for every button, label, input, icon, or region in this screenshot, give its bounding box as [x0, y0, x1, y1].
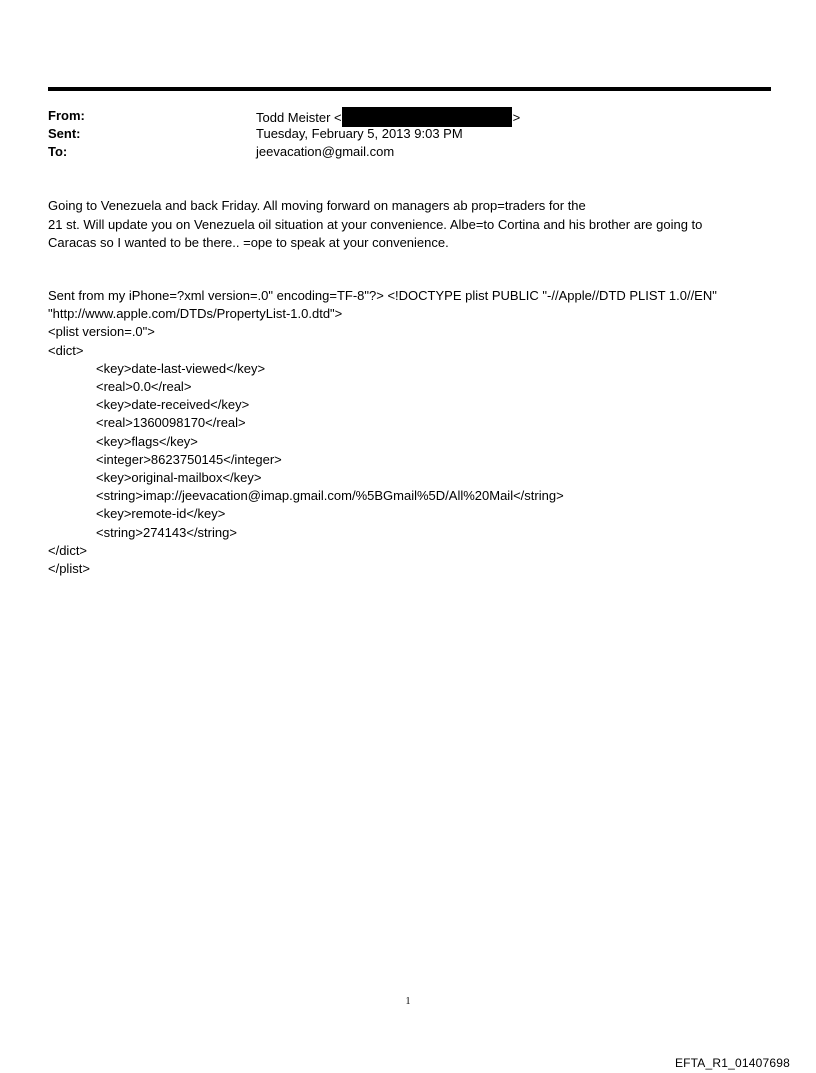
from-label: From:	[48, 108, 85, 123]
from-value	[256, 107, 520, 127]
sig-line: <real>0.0</real>	[96, 379, 192, 395]
sig-line: </plist>	[48, 561, 90, 577]
body-line: Caracas so I wanted to be there.. =ope to speak at your convenience.	[48, 235, 449, 250]
body-line: Going to Venezuela and back Friday. All moving forward on managers ab prop=traders for the	[48, 198, 586, 213]
sig-line: <key>date-received</key>	[96, 397, 250, 413]
sig-line: <key>date-last-viewed</key>	[96, 360, 266, 376]
to-value: jeevacation@gmail.com	[256, 144, 395, 159]
sig-line: <string>imap://jeevacation@imap.gmail.com/%5BGmail%5D/All%20Mail</string>	[96, 488, 564, 504]
sig-line: Sent from my iPhone=?xml version=.0" encoding=TF-8"?> <!DOCTYPE plist PUBLIC "-//Apple//DTD PLIST 1.0//EN"	[48, 288, 717, 303]
sent-value: Tuesday, February 5, 2013 9:03 PM	[256, 126, 463, 141]
to-label: To:	[48, 144, 68, 159]
redaction-block	[342, 107, 512, 127]
signature-plist	[48, 287, 768, 578]
sig-line: <dict>	[48, 342, 84, 358]
sig-line: <plist version=.0">	[48, 324, 155, 340]
header-rule	[48, 87, 771, 91]
message-body	[48, 197, 768, 253]
sent-row	[48, 125, 768, 143]
sig-line: <real>1360098170</real>	[96, 415, 246, 431]
sig-line: </dict>	[48, 542, 88, 558]
page-number: 1	[405, 996, 411, 1007]
sig-line: <key>original-mailbox</key>	[96, 470, 262, 486]
email-header	[48, 107, 768, 161]
from-row	[48, 107, 768, 125]
to-row	[48, 143, 768, 161]
sig-line: <integer>8623750145</integer>	[96, 451, 282, 467]
from-close-bracket: >	[512, 110, 521, 125]
body-line: 21 st. Will update you on Venezuela oil situation at your convenience. Albe=to Cortina and his brother are going to	[48, 216, 703, 232]
bates-number: EFTA_R1_01407698	[674, 1056, 790, 1070]
sig-line: <key>remote-id</key>	[96, 506, 226, 522]
sig-line: <string>274143</string>	[96, 524, 237, 540]
sent-label: Sent:	[48, 126, 81, 141]
sig-line: "http://www.apple.com/DTDs/PropertyList-1.0.dtd">	[48, 306, 343, 322]
from-name: Todd Meister <	[256, 110, 342, 125]
sig-line: <key>flags</key>	[96, 433, 198, 449]
